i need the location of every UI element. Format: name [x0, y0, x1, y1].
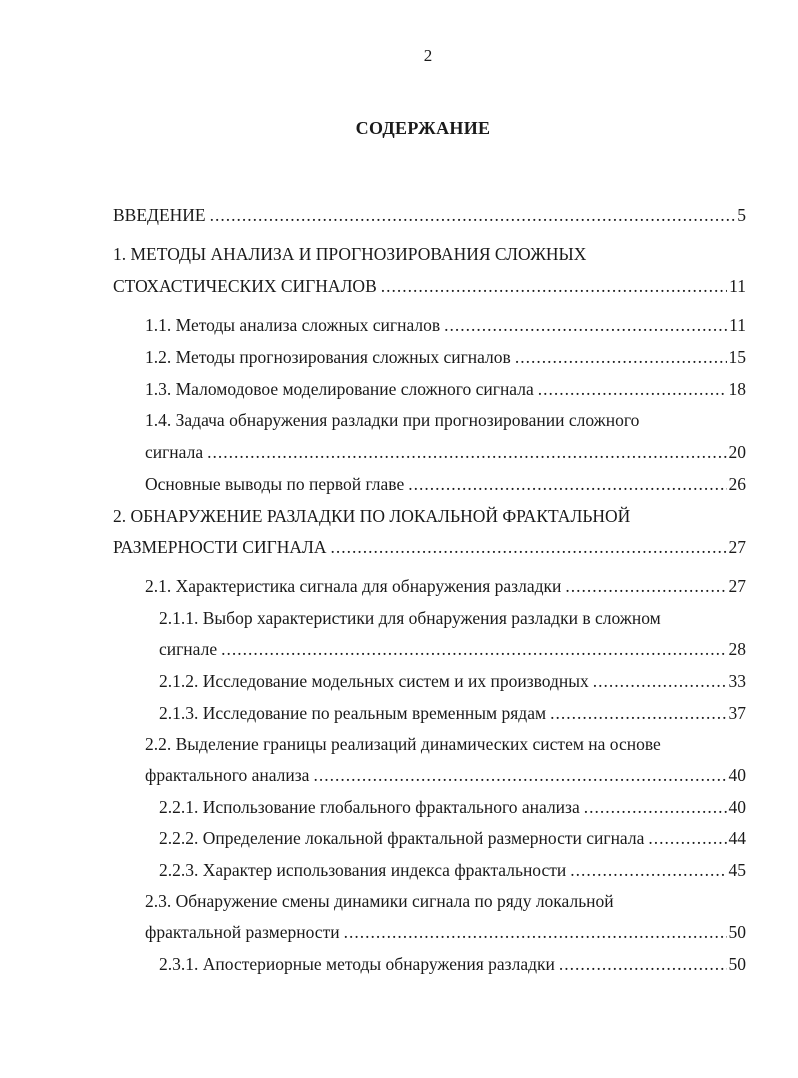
toc-entry-text: 2.2.3. Характер использования индекса фрактальности: [159, 860, 567, 880]
page-number: 2: [423, 46, 433, 65]
toc-entry-text: 2.2.1. Использование глобального фрактального анализа: [159, 797, 580, 817]
toc-entry-2-1-1-line-1: [159, 607, 661, 629]
leader-dots: [570, 859, 726, 881]
toc-entry-text: фрактальной размерности: [145, 922, 340, 942]
toc-entry-1-3: [145, 378, 746, 400]
toc-entry-page: 5: [737, 205, 746, 225]
toc-entry-text: фрактального анализа: [145, 765, 310, 785]
toc-entry-2-3-line-1: [145, 890, 614, 912]
leader-dots: [331, 536, 727, 558]
toc-entry-page: 45: [728, 860, 746, 880]
toc-entry-text: 2.2.2. Определение локальной фрактальной размерности сигнала: [159, 828, 645, 848]
toc-entry-2-3-line-2: [145, 921, 746, 943]
toc-entry-page: 28: [728, 639, 746, 659]
leader-dots: [584, 796, 727, 818]
toc-entry-1-4-line-1: [145, 409, 639, 431]
toc-entry-page: 37: [728, 703, 746, 723]
leader-dots: [221, 638, 726, 660]
leader-dots: [565, 575, 726, 597]
leader-dots: [210, 204, 736, 226]
toc-entry-chapter-1-line-1: [113, 243, 586, 265]
leader-dots: [515, 346, 727, 368]
leader-dots: [207, 441, 726, 463]
toc-entry-chapter-1-line-2: [113, 275, 746, 297]
toc-entry-text: 2.1.3. Исследование по реальным временным рядам: [159, 703, 547, 723]
toc-entry-page: 20: [728, 442, 746, 462]
toc-entry-text: 2.1. Характеристика сигнала для обнаружения разладки: [145, 576, 562, 596]
toc-entry-1-4-line-2: [145, 441, 746, 463]
toc-entry-page: 11: [729, 276, 746, 296]
toc-entry-page: 27: [728, 537, 746, 557]
toc-entry-1-1: [145, 314, 746, 336]
toc-entry-page: 40: [728, 765, 746, 785]
toc-title: СОДЕРЖАНИЕ: [355, 118, 491, 138]
toc-entry-page: 50: [728, 922, 746, 942]
toc-entry-2-2-line-1: [145, 733, 661, 755]
leader-dots: [313, 764, 726, 786]
toc-entry-page: 18: [728, 379, 746, 399]
leader-dots: [593, 670, 727, 692]
toc-entry-page: 15: [728, 347, 746, 367]
toc-entry-2-1-1-line-2: [159, 638, 746, 660]
toc-entry-2-1: [145, 575, 746, 597]
toc-entry-chapter-2-line-1: [113, 505, 630, 527]
toc-entry-2-3-1: [159, 953, 746, 975]
toc-entry-2-2-3: [159, 859, 746, 881]
toc-entry-2-2-1: [159, 796, 746, 818]
toc-entry-page: 26: [728, 474, 746, 494]
leader-dots: [648, 827, 726, 849]
leader-dots: [344, 921, 727, 943]
toc-entry-text: 2.1.1. Выбор характеристики для обнаружения разладки в сложном: [159, 608, 661, 628]
toc-entry-chapter-2-line-2: [113, 536, 746, 558]
toc-entry-chapter-1-conclusions: [145, 473, 746, 495]
toc-entry-text: СТОХАСТИЧЕСКИХ СИГНАЛОВ: [113, 276, 377, 296]
toc-entry-1-2: [145, 346, 746, 368]
leader-dots: [559, 953, 727, 975]
toc-entry-text: 2. ОБНАРУЖЕНИЕ РАЗЛАДКИ ПО ЛОКАЛЬНОЙ ФРАКТАЛЬНОЙ: [113, 506, 631, 526]
toc-entry-text: 1.1. Методы анализа сложных сигналов: [145, 315, 441, 335]
toc-entry-text: 2.3.1. Апостериорные методы обнаружения разладки: [159, 954, 555, 974]
toc-entry-text: 1.2. Методы прогнозирования сложных сигналов: [145, 347, 511, 367]
toc-entry-text: 2.3. Обнаружение смены динамики сигнала по ряду локальной: [145, 891, 614, 911]
toc-entry-introduction: [113, 204, 746, 226]
toc-entry-page: 27: [728, 576, 746, 596]
toc-entry-page: 11: [729, 315, 746, 335]
toc-entry-text: 1.4. Задача обнаружения разладки при прогнозировании сложного: [145, 410, 640, 430]
toc-entry-text: Основные выводы по первой главе: [145, 474, 405, 494]
toc-entry-text: РАЗМЕРНОСТИ СИГНАЛА: [113, 537, 327, 557]
toc-entry-text: ВВЕДЕНИЕ: [113, 205, 206, 225]
toc-entry-2-1-3: [159, 702, 746, 724]
leader-dots: [550, 702, 726, 724]
toc-entry-page: 44: [728, 828, 746, 848]
toc-entry-text: 2.1.2. Исследование модельных систем и их производных: [159, 671, 589, 691]
toc-entry-text: сигнале: [159, 639, 218, 659]
toc-entry-text: сигнала: [145, 442, 204, 462]
leader-dots: [408, 473, 726, 495]
toc-entry-page: 33: [728, 671, 746, 691]
toc-entry-page: 40: [728, 797, 746, 817]
toc-entry-2-1-2: [159, 670, 746, 692]
leader-dots: [538, 378, 727, 400]
toc-entry-text: 2.2. Выделение границы реализаций динамических систем на основе: [145, 734, 661, 754]
toc-entry-text: 1.3. Маломодовое моделирование сложного сигнала: [145, 379, 534, 399]
toc-entry-2-2-2: [159, 827, 746, 849]
toc-entry-2-2-line-2: [145, 764, 746, 786]
toc-entry-text: 1. МЕТОДЫ АНАЛИЗА И ПРОГНОЗИРОВАНИЯ СЛОЖНЫХ: [113, 244, 587, 264]
toc-entry-page: 50: [728, 954, 746, 974]
leader-dots: [444, 314, 727, 336]
leader-dots: [381, 275, 727, 297]
